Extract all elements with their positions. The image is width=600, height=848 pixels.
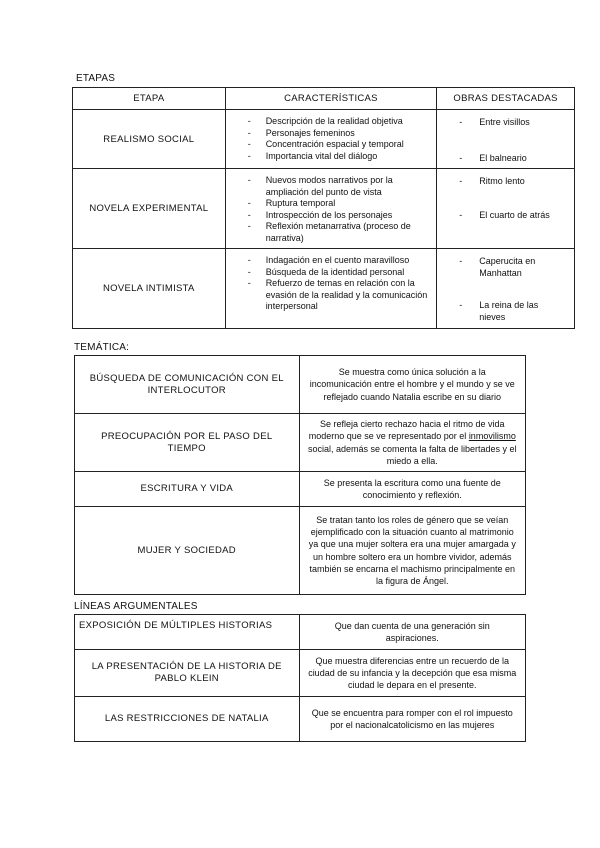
desc-text: Se refleja cierto rechazo hacia el ritmo de vida moderno que se ve representado por el	[308, 419, 505, 442]
list-item: - Nuevos modos narrativos por la ampliación del punto de vista	[230, 175, 433, 198]
linea-cell: LAS RESTRICCIONES DE NATALIA	[75, 697, 300, 742]
caracteristicas-cell	[225, 249, 437, 329]
table-row	[73, 249, 575, 329]
tematica-table	[74, 355, 526, 595]
tema-desc	[299, 414, 525, 472]
header-etapa: ETAPA	[73, 88, 226, 110]
tema-cell: PREOCUPACIÓN POR EL PASO DEL TIEMPO	[75, 414, 300, 472]
table-row	[75, 414, 526, 472]
list-item: - Introspección de los personajes	[230, 210, 433, 222]
etapas-title: ETAPAS	[76, 73, 116, 84]
list-item: - Concentración espacial y temporal	[230, 139, 433, 151]
tema-desc: Se muestra como única solución a la incomunicación entre el hombre y el mundo y se ve reflejado cuando Natalia escribe en su diario	[299, 356, 525, 414]
desc-text: social, además se comenta la falta de libertades y el miedo a ella.	[307, 443, 517, 466]
obras-cell	[437, 169, 575, 249]
table-row	[75, 615, 526, 650]
linea-cell: LA PRESENTACIÓN DE LA HISTORIA DE PABLO KLEIN	[75, 650, 300, 697]
etapas-table	[72, 87, 575, 329]
caracteristicas-cell	[225, 110, 437, 169]
list-item: - Búsqueda de la identidad personal	[230, 267, 433, 279]
header-obras: OBRAS DESTACADAS	[437, 88, 575, 110]
header-caracteristicas: CARACTERÍSTICAS	[225, 88, 437, 110]
table-row	[73, 110, 575, 169]
table-row	[75, 650, 526, 697]
etapa-name: REALISMO SOCIAL	[73, 110, 226, 169]
list-item: - Indagación en el cuento maravilloso	[230, 255, 433, 267]
lineas-title: LÍNEAS ARGUMENTALES	[74, 601, 198, 612]
obras-cell	[437, 110, 575, 169]
lineas-table	[74, 614, 526, 742]
list-item: - Descripción de la realidad objetiva	[230, 116, 433, 128]
obra-item: - La reina de las nieves	[437, 300, 574, 323]
table-row	[75, 507, 526, 595]
etapa-name: NOVELA EXPERIMENTAL	[73, 169, 226, 249]
linea-cell: EXPOSICIÓN DE MÚLTIPLES HISTORIAS	[75, 615, 300, 650]
list-item: - Importancia vital del diálogo	[230, 151, 433, 163]
table-row	[75, 697, 526, 742]
list-item: - Refuerzo de temas en relación con la evasión de la realidad y la comunicación interpersonal	[230, 278, 433, 313]
tema-desc: Se tratan tanto los roles de género que se veían ejemplificado con la situación cuanto al matrimonio ya que una mujer soltera era una mujer amargada y un hombre soltero era un hombre vividor, además también se encarna el machismo principalmente en la figura de Ángel.	[299, 507, 525, 595]
etapa-name: NOVELA INTIMISTA	[73, 249, 226, 329]
obra-item: - El cuarto de atrás	[437, 210, 574, 222]
table-row	[73, 169, 575, 249]
tema-cell: ESCRITURA Y VIDA	[75, 472, 300, 507]
linea-desc: Que muestra diferencias entre un recuerdo de la ciudad de su infancia y la decepción que esa misma ciudad le depara en el presente.	[299, 650, 526, 697]
linea-desc: Que dan cuenta de una generación sin aspiraciones.	[299, 615, 526, 650]
table-row	[75, 356, 526, 414]
list-item: - Ruptura temporal	[230, 198, 433, 210]
table-row	[75, 472, 526, 507]
obra-item: - El balneario	[437, 153, 574, 165]
caracteristicas-cell	[225, 169, 437, 249]
tematica-title: TEMÁTICA:	[74, 342, 130, 353]
obras-cell	[437, 249, 575, 329]
linea-desc: Que se encuentra para romper con el rol impuesto por el nacionalcatolicismo en las mujeres	[299, 697, 526, 742]
list-item: - Personajes femeninos	[230, 128, 433, 140]
tema-cell: MUJER Y SOCIEDAD	[75, 507, 300, 595]
etapas-header-row	[73, 88, 575, 110]
obra-item: - Ritmo lento	[437, 176, 574, 188]
obra-item: - Entre visillos	[437, 117, 574, 129]
obra-item: - Caperucita en Manhattan	[437, 256, 574, 279]
tema-cell: BÚSQUEDA DE COMUNICACIÓN CON EL INTERLOCUTOR	[75, 356, 300, 414]
tema-desc: Se presenta la escritura como una fuente de conocimiento y reflexión.	[299, 472, 525, 507]
underlined-term: inmovilismo	[468, 431, 516, 442]
list-item: - Reflexión metanarrativa (proceso de narrativa)	[230, 221, 433, 244]
